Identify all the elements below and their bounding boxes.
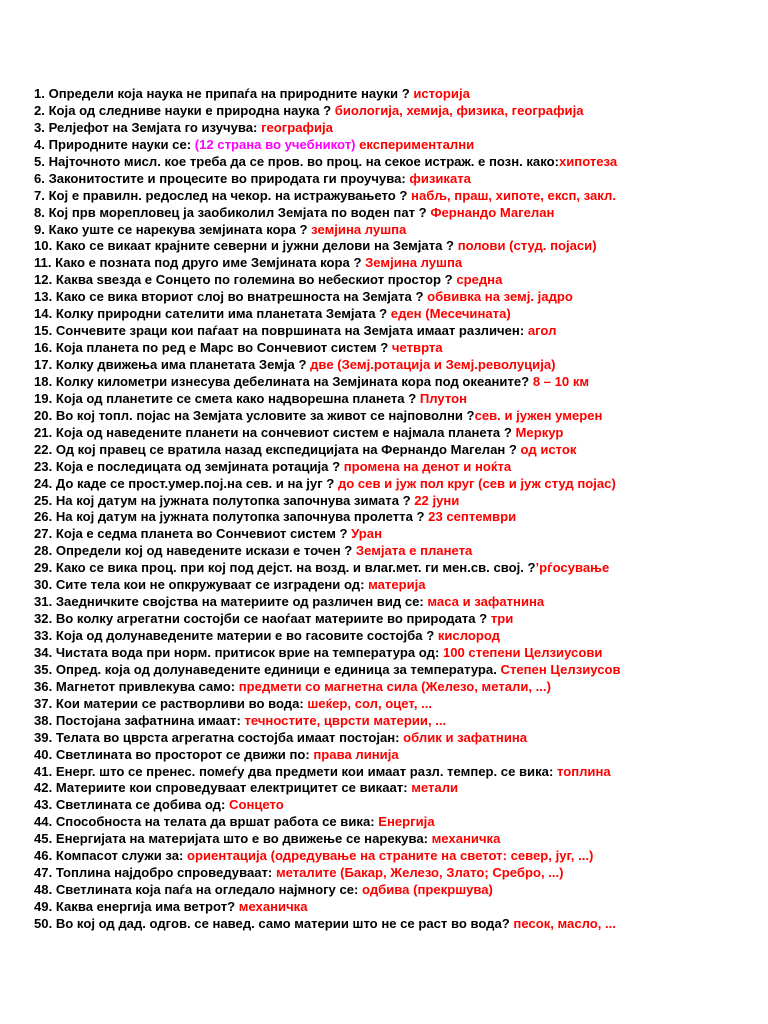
answer-text: 100 степени Целзиусови: [442, 644, 603, 660]
qa-item: [34, 374, 760, 391]
question-text: Светлината која паѓа на огледало најмногу се:: [55, 882, 363, 898]
question-number: 34.: [34, 644, 53, 660]
question-text: Во кој од дад. одгов. се навед. само материи што не се раст во вода?: [55, 915, 514, 931]
question-text: Компасот служи за:: [55, 848, 187, 864]
qa-item: [34, 222, 760, 239]
answer-text: хипотеза: [558, 153, 618, 169]
question-text: Природните науки се:: [48, 136, 195, 152]
question-text: На кој датум на јужната полутопка започнува зимата ?: [55, 492, 415, 508]
answer-text: ориентација (одредување на страните на светот: север, југ, ...): [187, 848, 594, 864]
question-text: Каква енергија има ветрот?: [55, 899, 239, 914]
answer-text: механичка: [238, 899, 308, 914]
qa-item: [34, 86, 760, 103]
answer-text: промена на денот и ноќта: [343, 458, 512, 474]
question-text: Од кој правец се вратила назад експедицијата на Фернандо Магелан ?: [55, 441, 521, 457]
question-text: Најточното мисл. кое треба да се пров. во проц. на секое истраж. е позн. како:: [48, 153, 559, 169]
qa-item: [34, 628, 760, 645]
question-text: Кои материи се растворливи во вода:: [55, 695, 308, 711]
answer-text: од исток: [520, 441, 577, 457]
question-number: 32.: [34, 611, 53, 627]
answer-text: физиката: [409, 170, 471, 186]
question-text: Кој прв морепловец ја заобиколил Земјата по воден пат ?: [48, 204, 431, 220]
question-text: Каква ѕвезда е Сонцето по големина во небескиот простор ?: [55, 272, 457, 288]
qa-item: [34, 103, 760, 120]
question-answer-list: [34, 86, 760, 933]
question-text: Сите тела кои не опкружуваат се изградени од:: [55, 577, 369, 593]
question-text: Топлина најдобро спроведуваат:: [55, 865, 276, 881]
question-text: Која од долунаведените материи е во гасовите состојба ?: [55, 628, 438, 643]
answer-text: Енергија: [378, 814, 435, 830]
qa-item: [34, 476, 760, 493]
question-text: Која е последицата од земјината ротација ?: [55, 458, 344, 474]
question-number: 36.: [34, 678, 53, 694]
answer-text: географија: [261, 119, 333, 135]
qa-item: [34, 730, 760, 747]
question-number: 25.: [34, 492, 53, 508]
qa-item: [34, 780, 760, 797]
question-text: Во кој топл. појас на Земјата условите за живот се најповолни ?: [55, 407, 475, 423]
answer-text: биологија, хемија, физика, географија: [334, 102, 584, 118]
question-number: 1.: [34, 86, 45, 101]
question-text: Која е седма планета во Сончевиот систем ?: [55, 526, 352, 542]
question-text: Енерг. што се пренес. помеѓу два предмети кои имаат разл. темпер. се вика:: [55, 763, 557, 779]
qa-item: [34, 137, 760, 154]
answer-text: експериментални: [359, 136, 475, 152]
qa-item: [34, 594, 760, 611]
question-number: 38.: [34, 712, 53, 728]
question-text: Магнетот привлекува само:: [55, 678, 239, 694]
question-text: Определи кој од наведените искази е точен ?: [55, 543, 356, 559]
qa-item: [34, 560, 760, 577]
question-text: До каде се прост.умер.пој.на сев. и на југ ?: [55, 475, 338, 491]
question-number: 28.: [34, 543, 53, 559]
answer-text: права линија: [313, 746, 399, 762]
answer-text: шеќер, сол, оцет, ...: [307, 695, 433, 711]
question-text: Постојана зафатнина имаат:: [55, 712, 245, 728]
question-number: 22.: [34, 441, 53, 457]
question-text: Како се вика вториот слој во внатрешноста на Земјата ?: [55, 289, 428, 305]
answer-text: облик и зафатнина: [403, 729, 528, 745]
answer-text: еден (Месечината): [390, 306, 511, 322]
question-number: 41.: [34, 763, 53, 779]
question-number: 39.: [34, 729, 53, 745]
qa-item: [34, 425, 760, 442]
qa-item: [34, 357, 760, 374]
qa-item: [34, 323, 760, 340]
question-number: 7.: [34, 187, 45, 203]
qa-item: [34, 255, 760, 272]
question-text: Светлината во просторот се движи по:: [55, 746, 314, 762]
question-text: Чистата вода при норм. притисок врие на температура од:: [55, 644, 443, 660]
question-number: 20.: [34, 407, 53, 423]
answer-text: Земјина лушпа: [365, 255, 463, 271]
qa-item: [34, 831, 760, 848]
question-text: Законитостите и процесите во природата ги проучува:: [48, 170, 410, 186]
qa-item: [34, 188, 760, 205]
question-number: 42.: [34, 780, 53, 796]
question-number: 10.: [34, 238, 53, 254]
question-number: 45.: [34, 831, 53, 847]
question-number: 48.: [34, 882, 53, 898]
qa-item: [34, 696, 760, 713]
question-text: Енергијата на материјата што е во движење се нарекува:: [55, 831, 432, 847]
qa-item: [34, 882, 760, 899]
question-number: 29.: [34, 560, 53, 576]
qa-item: [34, 238, 760, 255]
qa-item: [34, 899, 760, 916]
question-number: 27.: [34, 526, 53, 542]
question-text: Колку движења има планетата Земја ?: [55, 357, 311, 372]
question-number: 21.: [34, 424, 53, 440]
answer-text: две (Земј.ротација и Земј.револуција): [310, 357, 556, 372]
qa-item: [34, 391, 760, 408]
question-text: Како е позната под друго име Земјината кора ?: [55, 255, 366, 271]
qa-item: [34, 814, 760, 831]
question-text: Која од следниве науки е природна наука ?: [48, 102, 335, 118]
question-text: Материите кои спроведуваат електрицитет се викаат:: [55, 780, 412, 796]
answer-text: Степен Целзиусов: [500, 661, 621, 677]
answer-text: агол: [527, 323, 557, 339]
question-number: 23.: [34, 458, 53, 474]
question-text: Заедничките својства на материите од различен вид се:: [55, 594, 428, 610]
question-text: Колку природни сателити има планетата Земјата ?: [55, 306, 391, 322]
answer-text: полови (студ. појаси): [457, 238, 597, 254]
question-number: 4.: [34, 136, 45, 152]
qa-item: [34, 408, 760, 425]
qa-item: [34, 679, 760, 696]
qa-item: [34, 543, 760, 560]
question-number: 9.: [34, 221, 45, 237]
qa-item: [34, 577, 760, 594]
question-number: 14.: [34, 306, 53, 322]
question-text: Сончевите зраци кои паѓаат на површината на Земјата имаат различен:: [55, 323, 528, 339]
answer-text: земјина лушпа: [311, 221, 407, 237]
question-text: Како уште се нарекува земјината кора ?: [48, 221, 312, 237]
answer-text: металите (Бакар, Железо, Злато; Сребро, ...): [275, 865, 564, 881]
qa-item: [34, 306, 760, 323]
qa-item: [34, 509, 760, 526]
question-number: 16.: [34, 340, 53, 356]
answer-text: набљ, праш, хипоте, експ, закл.: [411, 187, 616, 203]
question-number: 24.: [34, 475, 53, 491]
answer-text: предмети со магнетна сила (Железо, метали, ...): [238, 678, 551, 694]
qa-item: [34, 526, 760, 543]
answer-text: до сев и јуж пол круг (сев и јуж студ појас): [337, 475, 616, 491]
qa-item: [34, 272, 760, 289]
answer-text: Меркур: [515, 424, 564, 440]
answer-text: историја: [413, 86, 470, 101]
question-number: 8.: [34, 204, 45, 220]
question-text: Светлината се добива од:: [55, 797, 229, 813]
question-number: 33.: [34, 628, 53, 643]
question-text: Определи која наука не припаѓа на природните науки ?: [48, 86, 414, 101]
question-number: 35.: [34, 661, 53, 677]
qa-item: [34, 713, 760, 730]
question-number: 49.: [34, 899, 53, 914]
answer-text: три: [490, 611, 514, 627]
question-text: Телата во цврста агрегатна состојба имаат постојан:: [55, 729, 404, 745]
qa-item: [34, 154, 760, 171]
qa-item: [34, 289, 760, 306]
question-text: Способноста на телата да вршат работа се вика:: [55, 814, 379, 830]
answer-text: Сонцето: [229, 797, 284, 813]
qa-item: [34, 865, 760, 882]
question-number: 19.: [34, 390, 53, 406]
qa-item: [34, 662, 760, 679]
qa-item: [34, 747, 760, 764]
qa-item: [34, 797, 760, 814]
question-number: 26.: [34, 509, 53, 525]
qa-item: [34, 916, 760, 933]
question-number: 43.: [34, 797, 53, 813]
answer-text: кислород: [437, 628, 500, 643]
question-number: 44.: [34, 814, 53, 830]
question-number: 2.: [34, 102, 45, 118]
question-number: 18.: [34, 373, 53, 389]
answer-text: топлина: [556, 763, 611, 779]
answer-text: 8 – 10 км: [532, 373, 590, 389]
question-text: Кој е правилн. редослед на чекор. на истражувањето ?: [48, 187, 412, 203]
qa-item: [34, 848, 760, 865]
question-number: 46.: [34, 848, 53, 864]
question-number: 31.: [34, 594, 53, 610]
question-text: Во колку агрегатни состојби се наоѓаат материите во природата ?: [55, 611, 491, 627]
question-text: Која планета по ред е Марс во Сончевиот систем ?: [55, 340, 392, 356]
answer-text: Плутон: [419, 390, 468, 406]
qa-item: [34, 171, 760, 188]
qa-item: [34, 205, 760, 222]
answer-text: механичка: [431, 831, 501, 847]
answer-text: одбива (прекршува): [362, 882, 493, 898]
question-text: Опред. која од долунаведените единици е единица за температура.: [55, 661, 501, 677]
qa-item: [34, 764, 760, 781]
answer-text: сев. и јужен умерен: [474, 407, 603, 423]
qa-item: [34, 645, 760, 662]
answer-text: маса и зафатнина: [427, 594, 545, 610]
question-number: 50.: [34, 915, 53, 931]
answer-text: песок, масло, ...: [513, 915, 616, 931]
question-note: (12 страна во учебникот): [194, 136, 360, 152]
answer-text: материја: [368, 577, 426, 593]
qa-item: [34, 442, 760, 459]
question-number: 30.: [34, 577, 53, 593]
question-text: Како се вика проц. при кој под дејст. на возд. и влаг.мет. ги мен.св. свој. ?: [55, 560, 536, 576]
question-text: Колку километри изнесува дебелината на Земјината кора под океаните?: [55, 373, 533, 389]
answer-text: Уран: [351, 526, 382, 542]
question-text: Релјефот на Земјата го изучува:: [48, 119, 262, 135]
question-number: 13.: [34, 289, 53, 305]
answer-text: 23 септември: [428, 509, 517, 525]
qa-item: [34, 459, 760, 476]
question-number: 40.: [34, 746, 53, 762]
answer-text: течностите, цврсти материи, ...: [244, 712, 447, 728]
question-text: Како се викаат крајните северни и јужни делови на Земјата ?: [55, 238, 458, 254]
answer-text: четврта: [391, 340, 443, 356]
question-number: 37.: [34, 695, 53, 711]
question-number: 12.: [34, 272, 53, 288]
answer-text: ’рѓосување: [535, 560, 610, 576]
answer-text: Фернандо Магелан: [430, 204, 555, 220]
answer-text: метали: [411, 780, 459, 796]
qa-item: [34, 120, 760, 137]
answer-text: обвивка на земј. јадро: [427, 289, 573, 305]
qa-item: [34, 611, 760, 628]
question-number: 5.: [34, 153, 45, 169]
question-text: На кој датум на јужната полутопка започнува пролетта ?: [55, 509, 429, 525]
question-number: 11.: [34, 255, 52, 271]
answer-text: Земјата е планета: [355, 543, 473, 559]
answer-text: средна: [456, 272, 503, 288]
question-number: 15.: [34, 323, 53, 339]
question-text: Која од наведените планети на сончевиот систем е најмала планета ?: [55, 424, 516, 440]
question-number: 3.: [34, 119, 45, 135]
answer-text: 22 јуни: [414, 492, 460, 508]
question-number: 6.: [34, 170, 45, 186]
qa-item: [34, 493, 760, 510]
qa-item: [34, 340, 760, 357]
question-number: 47.: [34, 865, 53, 881]
question-number: 17.: [34, 357, 53, 372]
question-text: Која од планетите се смета како надворешна планета ?: [55, 390, 420, 406]
